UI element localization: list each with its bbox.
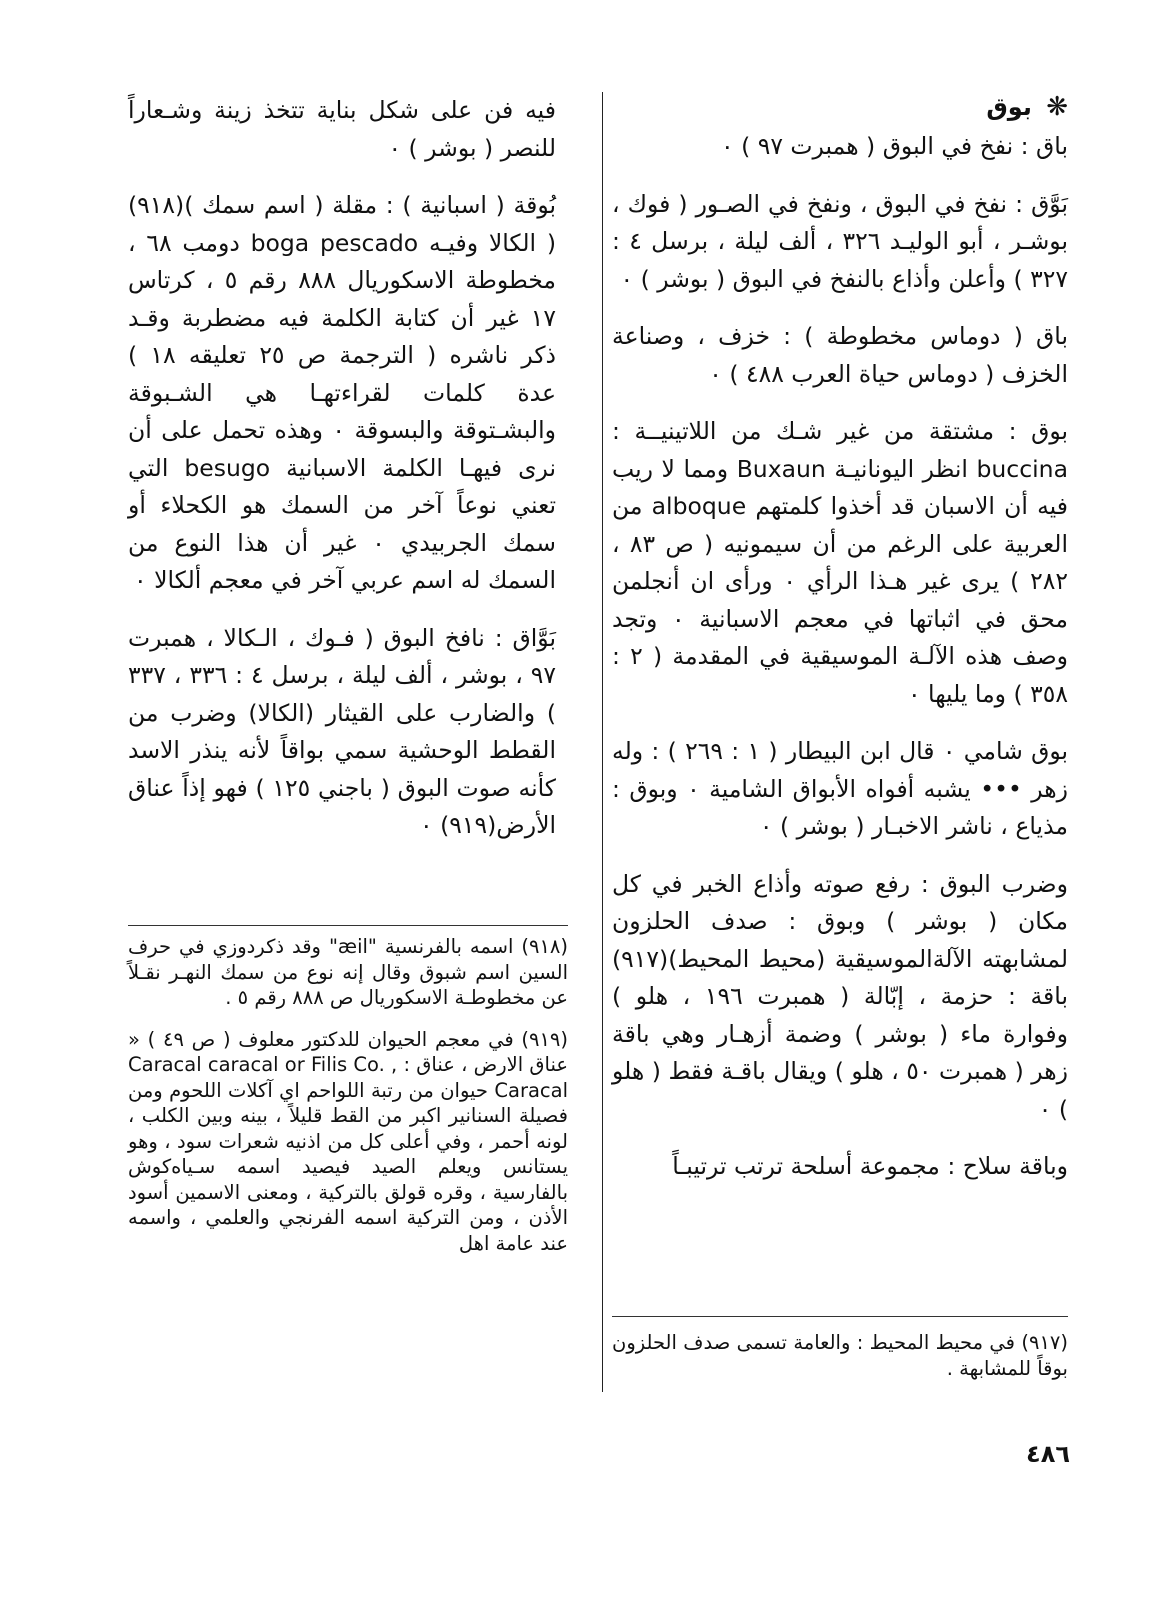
page-number: ٤٨٦: [1026, 1440, 1070, 1468]
footnotes-right: [612, 1330, 1068, 1397]
entry-paragraph: بَوَّاق : نافخ البوق ( فـوك ، الـكالا ، همبرت ٩٧ ، بوشر ، ألف ليلة ، برسل ٤ : ٣٣٦ ، ٣٣٧ ) والضارب على القيثار (الكالا) وضرب من القطط الوحشية سمي بواقاً لأنه ينذر الاسد كأنه صوت البوق ( باجني ١٢٥ ) فهو إذاً عناق الأرض(٩١٩) ٠: [128, 623, 557, 839]
entry-paragraph: بَوَّق : نفخ في البوق ، ونفخ في الصـور ( فوك ، بوشـر ، أبو الوليـد ٣٢٦ ، ألف ليلة ، برسل ٤ : ٣٢٧ ) وأعلن وأذاع بالنفخ في البوق ( بوشر ) ٠: [612, 189, 1068, 293]
entry-paragraph: وضرب البوق : رفع صوته وأذاع الخبر في كل مكان ( بوشر ) وبوق : صدف الحلزون لمشابهته الآلةالموسيقية (محيط المحيط)(٩١٧) باقة : حزمة ، إبّالة ( همبرت ١٩٦ ، هلو ) وفوارة ماء ( بوشر ) وضمة أزهـار وهي باقة زهر ( همبرت ٥٠ ، هلو ) ويقال باقـة فقط ( هلو ) ٠: [612, 869, 1068, 1123]
asterism-icon: ❋: [1046, 92, 1068, 122]
entry-paragraph: باق ( دوماس مخطوطة ) : خزف ، وصناعة الخزف ( دوماس حياة العرب ٤٨٨ ) ٠: [612, 322, 1068, 388]
entry-paragraph: باق : نفخ في البوق ( همبرت ٩٧ ) ٠: [720, 132, 1068, 160]
entry-heading: [612, 88, 1068, 126]
entry-paragraph: بوق شامي ٠ قال ابن البيطار ( ١ : ٢٦٩ ) : وله زهر ••• يشبه أفواه الأبواق الشامية ٠ وبوق : مذياع ، ناشر الاخبـار ( بوشر ) ٠: [612, 737, 1068, 840]
heading-word: بوق: [986, 93, 1032, 121]
left-column: [128, 92, 556, 865]
column-divider: [602, 92, 603, 1392]
entry-paragraph: بوق : مشتقة من غير شـك من اللاتينيــة : buccina انظر اليونانيـة Buxaun ومما لا ريب فيه أن الاسبان قد أخذوا كلمتهم alboque من العربية على الرغم من أن سيمونيه ( ص ٨٣ ، ٢٨٢ ) يرى غير هـذا الرأي ٠ ورأى ان أنجلمن محق في اثباتها في معجم الاسبانية ٠ وتجد وصف هذه الآلـة الموسيقية في المقدمة ( ٢ : ٣٥٨ ) وما يليها ٠: [612, 417, 1068, 708]
right-column: [612, 88, 1068, 1206]
footnotes-left: [128, 934, 568, 1272]
entry-paragraph: فيه فن على شكل بناية تتخذ زينة وشـعاراً للنصر ( بوشر ) ٠: [128, 96, 556, 162]
entry-paragraph: وباقة سلاح : مجموعة أسلحة ترتب ترتيبـاً: [672, 1152, 1068, 1180]
footnote: (٩١٨) اسمه بالفرنسية "æil" وقد ذكردوزي في حرف السين اسم شبوق وقال إنه نوع من سمك النهـر نقـلاً عن مخطوطـة الاسكوريال ص ٨٨٨ رقم ٥ .: [128, 935, 568, 1009]
entry-paragraph: بُوقة ( اسبانية ) : مقلة ( اسم سمك )(٩١٨) ( الكالا وفيـه boga pescado دومب ٦٨ ، مخطوطة الاسكوريال ٨٨٨ رقم ٥ ، كرتاس ١٧ غير أن كتابة الكلمة فيه مضطربة وقـد ذكر ناشره ( الترجمة ص ٢٥ تعليقه ١٨ ) عدة كلمات لقراءتهـا هي الشـبوقة والبشـتوقة والبسوقة ٠ وهذه تحمل على أن نرى فيهـا الكلمة الاسبانية besugo التي تعني نوعاً آخر من السمك هو الكحلاء أو سمك الجربيدي ٠ غير أن هذا النوع من السمك له اسم عربي آخر في معجم ألكالا ٠: [128, 191, 557, 594]
footnote: (٩١٧) في محيط المحيط : والعامة تسمى صدف الحلزون بوقاً للمشابهة .: [612, 1331, 1068, 1380]
footnote: (٩١٩) في معجم الحيوان للدكتور معلوف ( ص ٤٩ ) « عناق الارض ، عناق : Caracal caracal or Filis Co. , Caracal حيوان من رتبة اللواحم اي آكلات اللحوم ومن فصيلة السنانير اكبر من القط قليلاً ، بينه وبين الكلب ، لونه أحمر ، وفي أعلى كل من اذنيه شعرات سود ، وهو يستانس ويعلم الصيد فيصيد اسمه سـياه‌كوش بالفارسية ، وقره قولق بالتركية ، ومعنى الاسمين أسود الأذن ، ومن التركية اسمه الفرنجي والعلمي ، واسمه عند عامة اهل: [128, 1027, 569, 1255]
footnote-rule-right: [612, 1316, 1068, 1317]
footnote-rule-left: [128, 925, 568, 926]
